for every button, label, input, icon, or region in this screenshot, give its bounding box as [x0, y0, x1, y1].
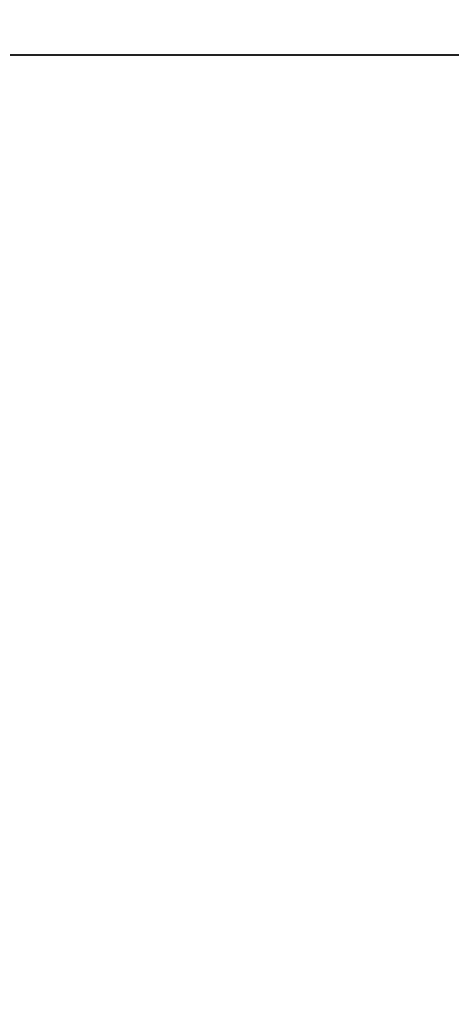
headline-box [10, 10, 459, 56]
